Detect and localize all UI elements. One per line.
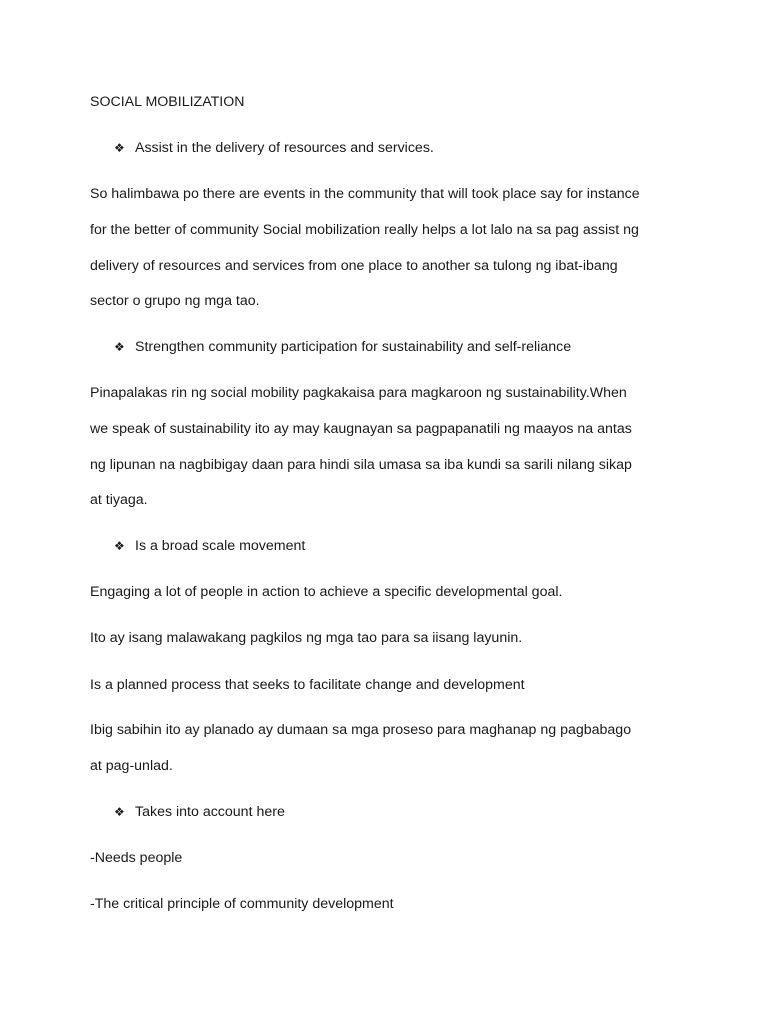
diamond-bullet-icon: ❖ [114,340,125,354]
paragraph-line: Is a planned process that seeks to facilitate change and development [90,677,525,693]
paragraph-line: -Needs people [90,850,183,866]
diamond-bullet-icon: ❖ [114,539,125,553]
paragraph-line: delivery of resources and services from one place to another sa tulong ng ibat-ibang [90,258,618,274]
diamond-bullet-icon: ❖ [114,141,125,155]
bullet-item-2 [114,338,571,356]
paragraph-line: we speak of sustainability ito ay may kaugnayan sa pagpapanatili ng maayos na antas [90,421,632,437]
bullet-text: Strengthen community participation for sustainability and self-reliance [135,339,572,355]
document-title: SOCIAL MOBILIZATION [90,94,245,110]
paragraph-line: sector o grupo ng mga tao. [90,293,260,309]
bullet-item-3 [114,537,305,555]
paragraph-line: Ito ay isang malawakang pagkilos ng mga tao para sa iisang layunin. [90,630,523,646]
paragraph-line: ng lipunan na nagbibigay daan para hindi sila umasa sa iba kundi sa sarili nilang sikap [90,457,632,473]
bullet-text: Takes into account here [135,804,285,820]
paragraph-line: Ibig sabihin ito ay planado ay dumaan sa mga proseso para maghanap ng pagbabago [90,722,632,738]
paragraph-line: for the better of community Social mobilization really helps a lot lalo na sa pag assist ng [90,222,639,238]
bullet-item-1 [114,139,434,157]
bullet-item-4 [114,803,285,821]
bullet-text: Is a broad scale movement [135,538,306,554]
bullet-text: Assist in the delivery of resources and services. [135,140,434,156]
paragraph-line: Pinapalakas rin ng social mobility pagkakaisa para magkaroon ng sustainability.When [90,385,627,401]
paragraph-line: So halimbawa po there are events in the community that will took place say for instance [90,186,640,202]
paragraph-line: -The critical principle of community development [90,896,394,912]
paragraph-line: Engaging a lot of people in action to achieve a specific developmental goal. [90,584,563,600]
diamond-bullet-icon: ❖ [114,805,125,819]
paragraph-line: at pag-unlad. [90,758,173,774]
paragraph-line: at tiyaga. [90,492,148,508]
